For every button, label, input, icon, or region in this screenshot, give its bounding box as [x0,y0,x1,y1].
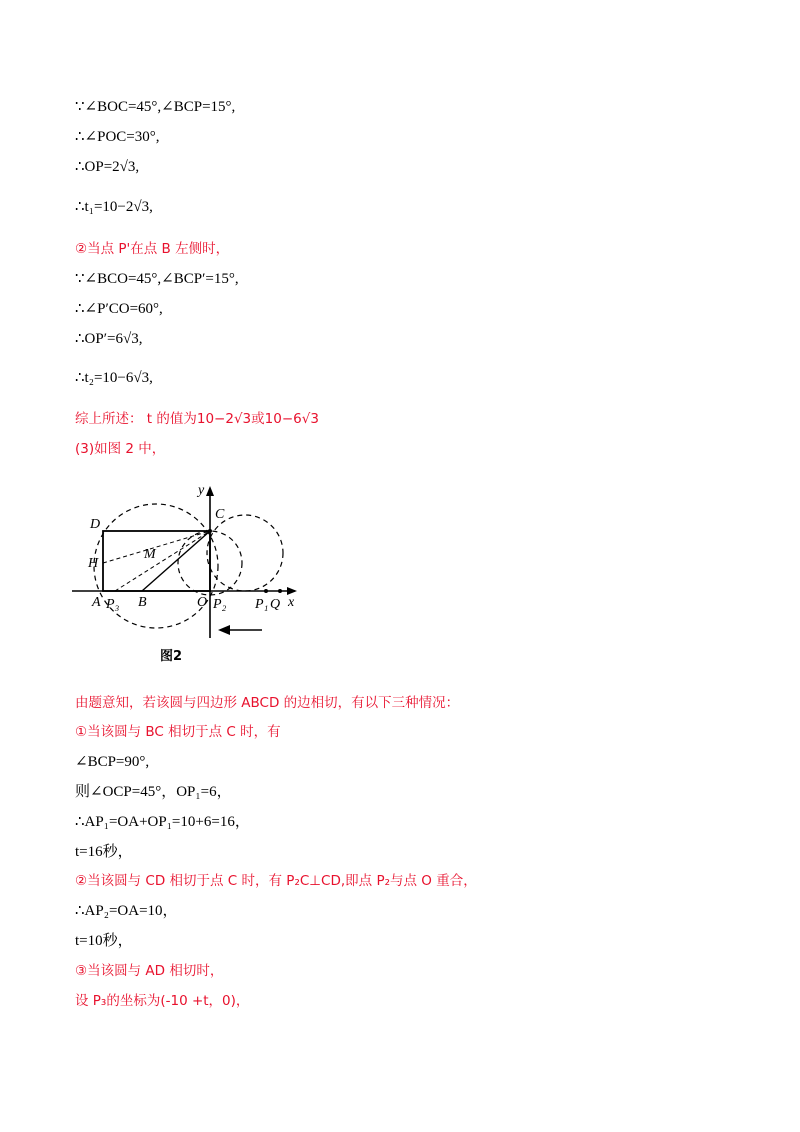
geometry-figure [70,478,310,668]
y-axis-arrow [206,486,214,496]
text-line-7: ∴∠P′CO=60°, [75,301,163,317]
label-p3: P₃ [106,597,120,612]
text-line-2: ∴∠POC=30°, [75,129,160,145]
point-q [278,589,282,593]
text-line-10: 综上所述： t 的值为10−2√3或10−6√3 [75,411,319,427]
rectangle-abcd [103,531,210,591]
label-c: C [215,507,225,522]
point-p1 [264,589,268,593]
figure-caption: 图2 [160,649,183,664]
text-line-19: ∴AP₂=OA=10， [75,903,178,919]
text-line-9: ∴t₂=10−6√3, [75,370,153,386]
text-line-13: ①当该圆与 BC 相切于点 C 时，有 [75,724,281,740]
circle-p1 [207,515,283,591]
label-p1: P₁ [255,597,269,612]
label-m: M [144,547,156,562]
segment-p3c [115,531,210,591]
label-y: y [198,483,205,498]
text-line-17: t=16秒， [75,844,133,860]
text-line-22: 设 P₃的坐标为(-10 +t，0)， [75,993,250,1009]
text-line-21: ③当该圆与 AD 相切时， [75,963,224,979]
text-line-15: 则∠OCP=45°，OP₁=6， [75,784,232,800]
point-c [208,529,212,533]
label-p2: P₂ [213,597,227,612]
text-line-12: 由题意知，若该圆与四边形 ABCD 的边相切，有以下三种情况： [75,695,460,711]
label-h: H [88,556,99,571]
text-line-18: ②当该圆与 CD 相切于点 C 时，有 P₂C⊥CD,即点 P₂与点 O 重合， [75,873,477,889]
text-line-1: ∵∠BOC=45°,∠BCP=15°, [75,99,236,115]
text-line-16: ∴AP₁=OA+OP₁=10+6=16， [75,814,250,830]
x-axis-arrow [287,587,297,595]
label-a: A [92,595,101,610]
text-line-4: ∴t₁=10−2√3, [75,199,153,215]
label-d: D [90,517,101,532]
text-line-14: ∠BCP=90°, [75,754,150,770]
label-b: B [138,595,147,610]
text-line-3: ∴OP=2√3, [75,159,140,175]
text-line-20: t=10秒， [75,933,133,949]
segment-hc [103,531,210,563]
motion-arrow-head [218,625,230,635]
label-x: x [288,595,295,610]
text-line-8: ∴OP′=6√3, [75,331,143,347]
label-q: Q [270,597,281,612]
text-line-6: ∵∠BCO=45°,∠BCP′=15°, [75,271,239,287]
label-o: O [197,595,208,610]
text-line-11: (3)如图 2 中， [75,441,166,457]
text-line-5: ②当点 P'在点 B 左侧时， [75,241,230,257]
